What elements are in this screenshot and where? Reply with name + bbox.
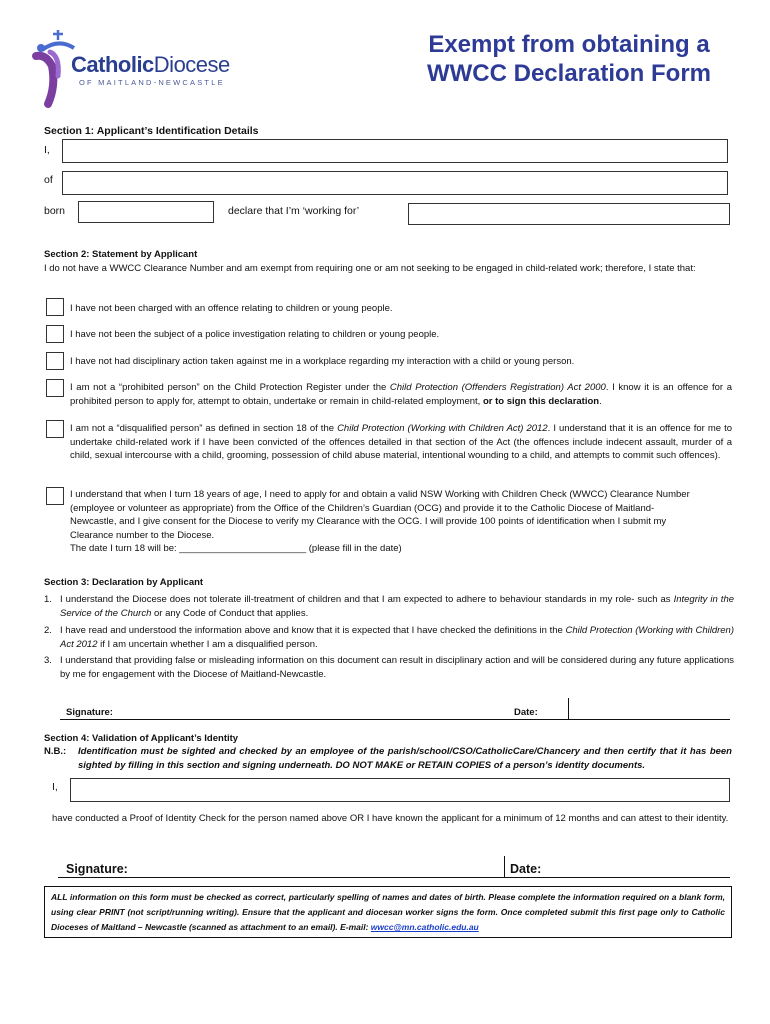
declaration1-number: 1.: [44, 594, 52, 605]
declaration2-text: I have read and understood the information above and know that it is expected that I have checked the definitions in the Child Protection (Working with Children) Act 2012 if I am uncertain whether I am a disqualified person.: [60, 625, 734, 650]
form-title: Exempt from obtaining a WWCC Declaration Form: [426, 31, 711, 87]
label-born: born: [44, 205, 66, 217]
validator-signature-label[interactable]: Signature:: [66, 862, 128, 876]
statement1-text: I have not been charged with an offence relating to children or young people.: [70, 303, 393, 314]
email-link[interactable]: wwcc@mn.catholic.edu.au: [370, 922, 479, 932]
statement2-text: I have not been the subject of a police investigation relating to children or young people.: [70, 329, 440, 340]
statement5-text: I am not a “disqualified person” as defined in section 18 of the Child Protection (Working with Children Act) 2012. I understand that it is an offence for me to undertake child-related work if I have been convicted of the offences detailed in that section of the Act (the offences include indecent assault, murder of a child, sexual intercourse with a child, grooming, possession of child abuse material, intentional wounding to a child, and attempts to commit such offences).: [70, 423, 733, 461]
applicant-address-field[interactable]: [62, 171, 728, 195]
statement3-checkbox[interactable]: [46, 352, 64, 370]
section1-title: Section 1: Applicant’s Identification Details: [44, 125, 259, 137]
statement4-text: I am not a “prohibited person” on the Child Protection Register under the Child Protection (Offenders Registration) Act 2000. I know it is an offence for a prohibited person to apply for, attempt to obtain, undertake or remain in child-related employment, or to sign this declaration.: [70, 382, 732, 407]
logo-wordmark: CatholicDiocese: [71, 52, 230, 77]
applicant-signature-row: [60, 702, 730, 720]
statement6-checkbox[interactable]: [46, 487, 64, 505]
submission-notice: ALL information on this form must be checked as correct, particularly spelling of names and dates of birth. Please complete the information required on a blank form, using clear PRINT (not script/running writing). Ensure that the applicant and diocesan worker signs the form. Once completed submit this first page only to Catholic Dioceses of Maitland – Newcastle (scanned as attachment to an email). E-mail: wwcc@mn.catholic.edu.au: [44, 886, 732, 938]
label-of: of: [44, 174, 53, 186]
applicant-date-label[interactable]: Date:: [514, 707, 538, 718]
statement4-checkbox[interactable]: [46, 379, 64, 397]
validator-date-label[interactable]: Date:: [510, 862, 542, 876]
label-i: I,: [44, 144, 50, 156]
turn-18-date-line[interactable]: The date I turn 18 will be: ________________________ (please fill in the date): [70, 543, 402, 554]
statement2-checkbox[interactable]: [46, 325, 64, 343]
declaration3-number: 3.: [44, 655, 52, 666]
logo-subtitle: OF MAITLAND-NEWCASTLE: [79, 78, 225, 87]
section2-intro: I do not have a WWCC Clearance Number and am exempt from requiring one or am not seeking to be engaged in child-related work; therefore, I state that:: [44, 263, 696, 274]
nb-label: N.B.:: [44, 746, 67, 757]
working-for-field[interactable]: [408, 203, 730, 225]
validator-name-field[interactable]: [70, 778, 730, 802]
statement6-text: I understand that when I turn 18 years of age, I need to apply for and obtain a valid NSW Working with Children Check (WWCC) Clearance Number (employee or volunteer as appropriate) from the Office of the Children’s Guardian (OCG) and provide it to the Catholic Diocese of Maitland-Newcastle, and I give consent for the Diocese to verify my Clearance with the OCG. I will provide 100 points of identification when I submit my Clearance number to the Diocese. The date I turn 18 will be: ________________________ (please fill in the date): [70, 488, 698, 556]
validator-signature-row: [58, 858, 730, 878]
statement1-checkbox[interactable]: [46, 298, 64, 316]
label-declare: declare that I’m ‘working for’: [228, 205, 360, 217]
section4-title: Section 4: Validation of Applicant’s Identity: [44, 733, 239, 744]
statement5-checkbox[interactable]: [46, 420, 64, 438]
identity-check-text: have conducted a Proof of Identity Check for the person named above OR I have known the applicant for a minimum of 12 months and can attest to their identity.: [52, 813, 729, 824]
declaration2-number: 2.: [44, 625, 52, 636]
section2-title: Section 2: Statement by Applicant: [44, 249, 198, 260]
applicant-signature-label[interactable]: Signature:: [66, 707, 113, 718]
date-of-birth-field[interactable]: [78, 201, 214, 223]
declaration3-text: I understand that providing false or misleading information on this document can result in disciplinary action and will be considered during any future applications by me for engagement with the Diocese of Maitland-Newcastle.: [60, 655, 734, 680]
section3-title: Section 3: Declaration by Applicant: [44, 577, 204, 588]
validator-label-i: I,: [52, 781, 58, 793]
declaration1-text: I understand the Diocese does not tolerate ill-treatment of children and that I am expected to adhere to behaviour standards in my role- such as Integrity in the Service of the Church or any Code of Conduct that applies.: [60, 594, 735, 619]
applicant-name-field[interactable]: [62, 139, 728, 163]
statement3-text: I have not had disciplinary action taken against me in a workplace regarding my interaction with a child or young person.: [70, 356, 575, 367]
nb-text: Identification must be sighted and checked by an employee of the parish/school/CSO/CatholicCare/Chancery and then certify that it has been sighted by filling in this section and signing underneath. DO NOT MAKE or RETAIN COPIES of a person’s identity documents.: [78, 746, 732, 771]
